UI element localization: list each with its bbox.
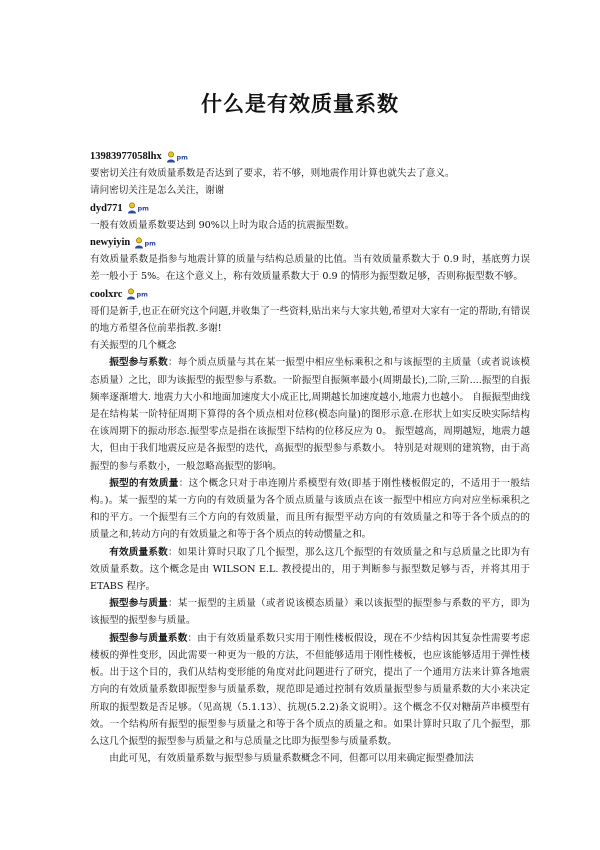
svg-text:pm: pm	[144, 239, 157, 248]
paragraph-text: ：每个质点质量与其在某一振型中相应坐标乘积之和与该振型的主质量（或者说该模态质量）之比，即为该振型的振型参与系数。一阶振型自振频率最小(周期最长),二阶,三阶....振型的自振频率逐渐增大. 地震力大小和地面加速度大小成正比,周期越长加速度越小,地震力也越小。 自振振型曲线是在结构某一阶特征周期下算得的各个质点相对位移(模态向量)的图形示意.在形状上如实反映实际结构在该周期下的振动形态.振型零点是指在该振型下结构的位移反应为 0。 振型越高，周期越短，地震力越大，但由于我们地震反应是各振型的迭代，高振型的振型参与系数小。 特别是对规则的建筑物，由于高振型的参与系数小，一般忽略高振型的影响。	[90, 357, 531, 472]
term: 振型的有效质量	[109, 477, 179, 489]
section-heading: 有关振型的几个概念	[90, 340, 177, 352]
post-username[interactable]: newyiyin	[90, 237, 131, 249]
body-paragraph	[90, 354, 530, 474]
term: 振型参与质量系数	[109, 632, 188, 644]
post-username[interactable]: 13983977058lhx	[90, 151, 162, 162]
post-text: 要密切关注有效质量系数是否达到了要求，若不够，则地震作用计算也就失去了意义。	[90, 168, 455, 180]
document-body	[90, 148, 530, 767]
paragraph-text: ：如果计算时只取了几个振型，那么这几个振型的有效质量之和与总质量之比即为有效质量系数。这个概念是由 WILSON E.L. 教授提出的，用于判断参与振型数足够与否，并将其用于 ETABS 程序。	[90, 546, 531, 593]
term: 振型参与质量	[109, 598, 168, 610]
post-text: 有效质量系数是指参与地震计算的质量与结构总质量的比值。当有效质量系数大于 0.9 时，基底剪力误差一般小于 5%。在这个意义上，称有效质量系数大于 0.9 的情形为振型数足够，否则称振型数不够。	[90, 254, 530, 283]
post-username[interactable]: dyd771	[90, 202, 123, 214]
term: 有效质量系数	[109, 546, 168, 558]
pm-icon[interactable]	[136, 289, 148, 299]
pm-icon[interactable]	[144, 238, 156, 248]
term: 振型参与系数	[109, 357, 168, 369]
post	[90, 234, 530, 286]
post-text: 哥们是新手,也正在研究这个问题,并收集了一些资料,贴出来与大家共勉,希望对大家有一定的帮助,有错误的地方希望各位前辈指教.多谢!	[90, 305, 530, 335]
svg-text:pm: pm	[136, 290, 149, 299]
profile-icon[interactable]	[166, 151, 176, 163]
post-text: 一般有效质量系数要达到 90%以上时为取合适的抗震振型数。	[90, 219, 355, 231]
profile-icon[interactable]	[126, 288, 136, 300]
post-text: 请问密切关注是怎么关注，谢谢	[90, 185, 225, 197]
profile-icon[interactable]	[127, 202, 137, 214]
post	[90, 286, 530, 338]
page-title: 什么是有效质量系数	[201, 92, 399, 116]
pm-icon[interactable]	[176, 152, 188, 162]
post	[90, 148, 530, 200]
body-paragraph	[90, 595, 530, 629]
pm-icon[interactable]	[137, 203, 149, 213]
paragraph-text: ：某一振型的主质量（或者说该模态质量）乘以该振型的振型参与系数的平方，即为该振型的振型参与质量。	[90, 598, 531, 627]
body-paragraph	[90, 630, 530, 750]
profile-icon[interactable]	[134, 237, 144, 249]
svg-text:pm: pm	[176, 153, 188, 162]
body-paragraph	[90, 544, 530, 596]
body-paragraph	[90, 750, 530, 767]
body-paragraph	[90, 475, 530, 544]
paragraph-text: 由此可见，有效质量系数与振型参与质量系数概念不同，但都可以用来确定振型叠加法	[109, 753, 474, 765]
post-username[interactable]: coolxrc	[90, 288, 123, 300]
svg-text:pm: pm	[137, 204, 149, 213]
paragraph-text: ：由于有效质量系数只实用于刚性楼板假设，现在不少结构因其复杂性需要考虑楼板的弹性变形，因此需要一种更为一般的方法，不但能够适用于刚性楼板，也应该能够适用于弹性楼板。出于这个目的，我们从结构变形能的角度对此问题进行了研究，提出了一个通用方法来计算各地震方向的有效质量系数即振型参与质量系数，规范即是通过控制有效质量振型参与质量系数的大小来决定所取的振型数是否足够。（见高规（5.1.13）、抗规(5.2.2)条文说明）。这个概念不仅对糖葫芦串模型有效。一个结构所有振型的振型参与质量之和等于各个质点的质量之和。如果计算时只取了几个振型，那么这几个振型的振型参与质量之和与总质量之比即为振型参与质量系数。	[90, 632, 530, 747]
post	[90, 200, 530, 234]
paragraph-text: ：这个概念只对于串连刚片系模型有效(即基于刚性楼板假定的，不适用于一般结构。)。某一振型的某一方向的有效质量为各个质点质量与该质点在该一振型中相应方向对应坐标乘积之和的平方。一个振型有三个方向的有效质量，而且所有振型平动方向的有效质量之和等于各个质点的的质量之和,转动方向的有效质量之和等于各个质点的转动惯量之和。	[90, 477, 530, 541]
